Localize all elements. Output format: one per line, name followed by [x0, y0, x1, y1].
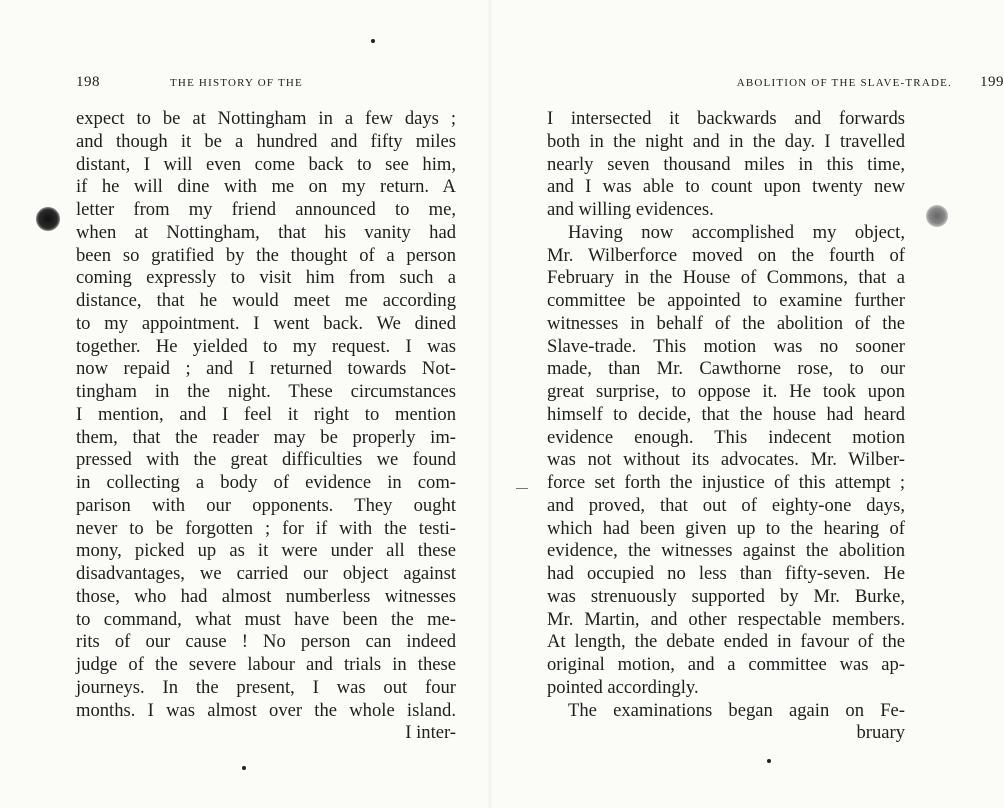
text-line: disadvantages, we carried our object against: [76, 563, 456, 584]
text-line: I intersected it backwards and forwards: [547, 108, 905, 129]
text-line: and I was able to count upon twenty new: [547, 176, 905, 198]
text-line: coming expressly to visit him from such a: [76, 267, 456, 289]
right-running-head: [590, 74, 1004, 91]
text-line: them, that the reader may be properly im-: [76, 426, 456, 448]
text-line: been so gratified by the thought of a person: [76, 244, 456, 266]
right-page-number: 199: [980, 74, 1004, 90]
text-line: judge of the severe labour and trials in these: [76, 654, 456, 675]
text-line: which had been given up to the hearing of: [547, 517, 905, 539]
left-running-head: [76, 74, 456, 91]
catchword: I inter-: [405, 722, 456, 744]
text-line: committee be appointed to examine further: [547, 290, 905, 311]
text-line: himself to decide, that the house had heard: [547, 403, 905, 425]
text-line: had occupied no less than fifty-seven. He: [547, 563, 905, 584]
text-line: together. He yielded to my request. I was: [76, 335, 456, 357]
text-line: months. I was almost over the whole island.: [76, 699, 456, 721]
text-line: was not without its advocates. Mr. Wilber-: [547, 449, 905, 471]
text-line: letter from my friend announced to me,: [76, 199, 456, 220]
text-line: made, than Mr. Cawthorne rose, to our: [547, 358, 905, 380]
text-line: force set forth the injustice of this attempt ;: [547, 472, 905, 493]
text-line: evidence, the witnesses against the abolition: [547, 540, 905, 562]
text-line: those, who had almost numberless witnesses: [76, 585, 456, 607]
stray-mark: [516, 488, 528, 489]
text-line: to command, what must have been the me-: [76, 608, 456, 630]
text-line: great surprise, to oppose it. He took upon: [547, 381, 905, 402]
text-line: to my appointment. I went back. We dined: [76, 312, 456, 334]
text-line: At length, the debate ended in favour of the: [547, 631, 905, 653]
text-line: expect to be at Nottingham in a few days ;: [76, 108, 456, 129]
text-line: Slave-trade. This motion was no sooner: [547, 335, 905, 357]
text-line: rits of our cause ! No person can indeed: [76, 631, 456, 653]
gutter: [488, 0, 492, 808]
text-line: February in the House of Commons, that a: [547, 267, 905, 289]
right-running-head-title: ABOLITION OF THE SLAVE-TRADE.: [736, 77, 952, 89]
text-line: tingham in the night. These circumstances: [76, 381, 456, 402]
text-line: pressed with the great difficulties we found: [76, 449, 456, 471]
text-line: and though it be a hundred and fifty miles: [76, 130, 456, 152]
text-line: distant, I will even come back to see him,: [76, 153, 456, 175]
text-line: witnesses in behalf of the abolition of the: [547, 312, 905, 334]
text-line: I mention, and I feel it right to mention: [76, 403, 456, 425]
text-line: journeys. In the present, I was out four: [76, 676, 456, 698]
ink-blot-right: [926, 205, 948, 227]
text-line: parison with our opponents. They ought: [76, 494, 456, 516]
text-line: Mr. Martin, and other respectable members.: [547, 608, 905, 630]
left-body-text: [76, 108, 456, 745]
text-line: was strenuously supported by Mr. Burke,: [547, 585, 905, 607]
text-line: and willing evidences.: [547, 199, 714, 220]
left-page-number: 198: [76, 74, 100, 90]
text-line: in collecting a body of evidence in com-: [76, 472, 456, 493]
text-line: Having now accomplished my object,: [568, 221, 905, 243]
text-line: pointed accordingly.: [547, 676, 699, 698]
text-line: and proved, that out of eighty-one days,: [547, 494, 905, 516]
text-line: original motion, and a committee was ap-: [547, 654, 905, 675]
speck: [242, 766, 246, 770]
text-line: evidence enough. This indecent motion: [547, 426, 905, 448]
text-line: both in the night and in the day. I travelled: [547, 130, 905, 152]
text-line: Mr. Wilberforce moved on the fourth of: [547, 244, 905, 266]
right-body-text: [547, 108, 905, 745]
text-line: when at Nottingham, that his vanity had: [76, 221, 456, 243]
text-line: if he will dine with me on my return. A: [76, 176, 456, 198]
speck: [767, 759, 771, 763]
catchword: bruary: [856, 722, 905, 744]
text-line: The examinations began again on Fe-: [568, 699, 905, 721]
text-line: distance, that he would meet me according: [76, 290, 456, 311]
text-line: now repaid ; and I returned towards Not-: [76, 358, 456, 380]
left-running-head-title: THE HISTORY OF THE: [170, 77, 303, 89]
text-line: nearly seven thousand miles in this time,: [547, 153, 905, 175]
speck: [371, 39, 375, 43]
ink-blot-left: [36, 207, 60, 231]
text-line: mony, picked up as it were under all these: [76, 540, 456, 562]
text-line: never to be forgotten ; for if with the testi-: [76, 517, 456, 539]
